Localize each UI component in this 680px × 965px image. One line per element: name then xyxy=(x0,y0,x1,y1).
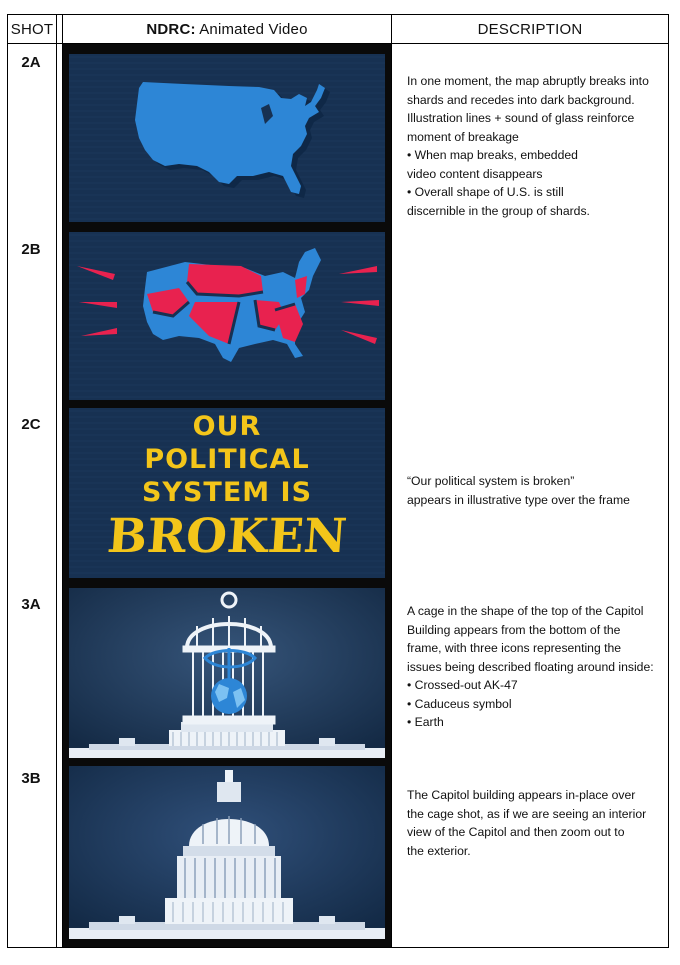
frame-3a xyxy=(69,588,385,758)
description-line: video content disappears xyxy=(407,166,543,181)
table-border-col3 xyxy=(391,14,392,948)
header-ndrc xyxy=(63,15,391,43)
description-line: • Caduceus symbol xyxy=(407,696,512,711)
table-border-right xyxy=(668,14,669,948)
description-line: appears in illustrative type over the frame xyxy=(407,492,630,507)
description-2a xyxy=(407,72,667,220)
frame-2c xyxy=(69,408,385,578)
header-description xyxy=(392,15,668,43)
description-line: “Our political system is broken” xyxy=(407,474,575,488)
header-description-label: DESCRIPTION xyxy=(477,20,583,38)
description-line: In one moment, the map abruptly breaks into xyxy=(407,74,649,88)
shot-label: 2B xyxy=(21,241,41,258)
frame-2a xyxy=(69,54,385,222)
description-3a xyxy=(407,602,667,732)
description-line: Illustration lines + sound of glass reinforce xyxy=(407,111,635,125)
description-line: shards and recedes into dark background. xyxy=(407,92,635,107)
description-line: The Capitol building appears in-place over xyxy=(407,788,636,802)
description-line: • Crossed-out AK-47 xyxy=(407,678,518,692)
description-3b xyxy=(407,786,667,860)
description-line: Building appears from the bottom of the xyxy=(407,622,621,637)
shot-label: 2C xyxy=(21,416,41,433)
frame-3b xyxy=(69,766,385,939)
description-2c xyxy=(407,472,667,509)
earth-icon xyxy=(211,678,247,714)
description-line: issues being described floating around inside: xyxy=(407,659,654,674)
description-line: the exterior. xyxy=(407,843,471,858)
description-line: view of the Capitol and then zoom out to xyxy=(407,825,625,839)
frame-2b xyxy=(69,232,385,400)
description-line: discernible in the group of shards. xyxy=(407,203,590,218)
shot-label: 2A xyxy=(21,54,41,71)
description-line: the cage shot, as if we are seeing an interior xyxy=(407,806,647,821)
shot-label: 3B xyxy=(21,770,41,787)
header-ndrc-rest: Animated Video xyxy=(195,20,308,38)
table-border-col1 xyxy=(56,14,57,948)
frame-title-line: SYSTEM IS xyxy=(141,477,313,508)
description-line: A cage in the shape of the top of the Capitol xyxy=(407,604,644,618)
table-border-left xyxy=(7,14,8,948)
description-line: moment of breakage xyxy=(407,129,519,144)
frame-title-broken: BROKEN xyxy=(105,509,349,564)
description-line: • Earth xyxy=(407,715,444,729)
description-line: • Overall shape of U.S. is still xyxy=(407,185,564,199)
header-shot xyxy=(8,15,56,43)
description-line: • When map breaks, embedded xyxy=(407,148,578,162)
shot-label: 3A xyxy=(21,596,41,613)
frame-title-line: POLITICAL xyxy=(144,444,310,475)
table-border-bottom xyxy=(7,947,669,948)
header-shot-label: SHOT xyxy=(10,20,54,38)
header-ndrc-bold: NDRC: xyxy=(146,20,196,38)
frame-title-line: OUR xyxy=(192,411,262,442)
description-line: frame, with three icons representing the xyxy=(407,641,622,655)
